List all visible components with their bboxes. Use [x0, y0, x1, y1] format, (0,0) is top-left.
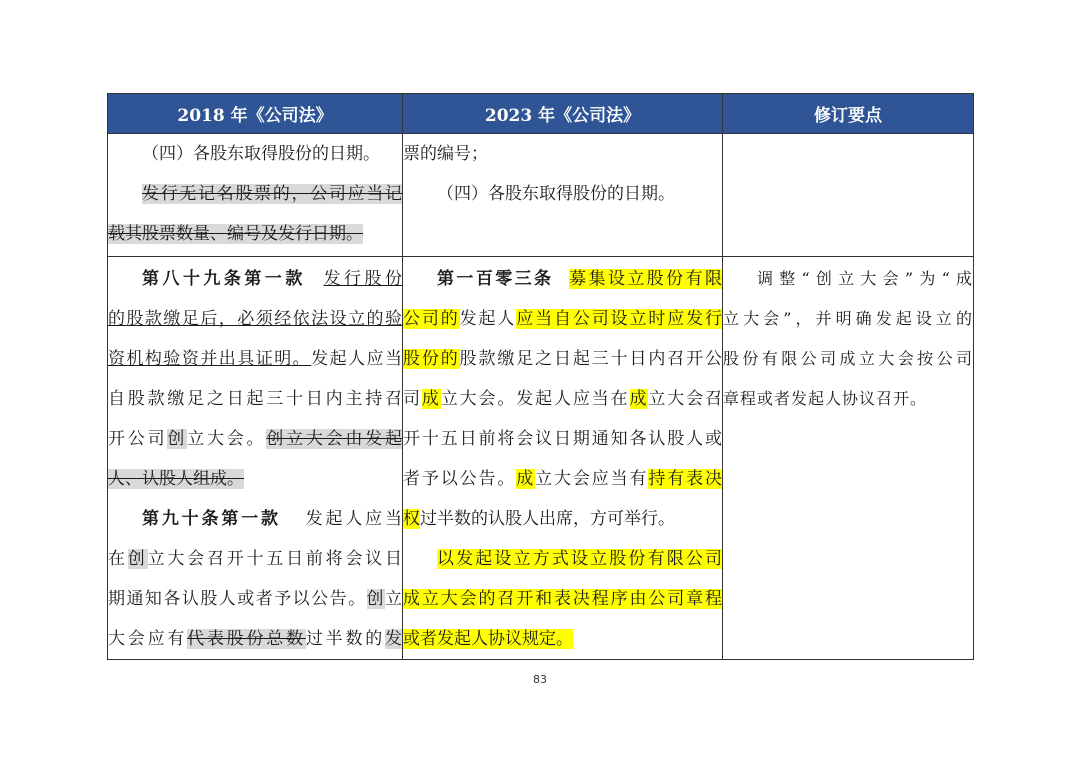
text-line: 第一百零三条 募集设立股份有限 — [437, 269, 723, 289]
header-revision-points: 修订要点 — [723, 94, 974, 134]
text-line: 开公司创立大会。创立大会由发起 — [108, 429, 403, 449]
table-row — [108, 257, 974, 660]
text-line: （四）各股东取得股份的日期。 — [142, 144, 380, 164]
text-line: 自股款缴足之日起三十日内主持召 — [108, 389, 402, 409]
text-line: 司成立大会。发起人应当在成立大会召 — [403, 389, 722, 409]
deleted-text: 载其股票数量、编号及发行日期。 — [108, 224, 363, 244]
text-line: 章程或者发起人协议召开。 — [723, 389, 928, 408]
text-line: 调整“创立大会”为“成 — [757, 269, 973, 288]
deleted-text: 人、认股人组成。 — [108, 469, 244, 489]
text-line: 立大会”，并明确发起设立的 — [723, 309, 973, 328]
text-line: 资机构验资并出具证明。发起人应当 — [108, 349, 403, 369]
deleted-text: 代表股份总数 — [187, 629, 306, 649]
header-2023: 2023 年《公司法》 — [403, 94, 723, 134]
article-89-label: 第八十九条第一款 — [142, 269, 306, 289]
text-line: 公司的发起人应当自公司设立时应发行 — [403, 309, 722, 329]
text-line: 期通知各认股人或者予以公告。创立 — [108, 589, 403, 609]
table-header-row — [108, 94, 974, 134]
header-2018: 2018 年《公司法》 — [108, 94, 403, 134]
text-line: 成立大会的召开和表决程序由公司章程 — [403, 589, 722, 609]
text-line: 以发起设立方式设立股份有限公司 — [437, 549, 722, 569]
row2-2018-cell — [108, 257, 403, 660]
comparison-table — [107, 93, 974, 660]
text-line: （四）各股东取得股份的日期。 — [437, 184, 675, 204]
deleted-text: 发行无记名股票的，公司应当记 — [142, 184, 402, 204]
text-line: 开十五日前将会议日期通知各认股人或 — [403, 429, 722, 449]
table-row — [108, 134, 974, 257]
text-line — [108, 214, 402, 254]
text-line: 者予以公告。成立大会应当有持有表决 — [403, 469, 722, 489]
row1-2018-cell — [108, 134, 403, 257]
article-90-label: 第九十条第一款 — [142, 509, 281, 529]
text-line: 股份有限公司成立大会按公司 — [723, 349, 973, 368]
row1-2023-cell — [403, 134, 723, 257]
text-line — [108, 174, 402, 214]
text-line: 的股款缴足后，必须经依法设立的验 — [108, 309, 402, 329]
row2-2023-cell — [403, 257, 723, 660]
text-line: 或者发起人协议规定。 — [403, 629, 573, 649]
text-line: 第八十九条第一款 发行股份 — [142, 269, 403, 289]
text-line: 票的编号； — [403, 144, 488, 164]
text-line: 权过半数的认股人出席，方可举行。 — [403, 509, 675, 529]
text-line: 股份的股款缴足之日起三十日内召开公 — [403, 349, 722, 369]
deleted-text: 创立大会由发起 — [266, 429, 403, 449]
page-number: 83 — [533, 673, 547, 686]
text-line: 在创立大会召开十五日前将会议日 — [108, 549, 403, 569]
text-line — [108, 459, 402, 499]
article-103-label: 第一百零三条 — [437, 269, 554, 289]
row2-notes-cell — [723, 257, 974, 660]
text-line: 大会应有代表股份总数过半数的发 — [108, 629, 403, 649]
row1-notes-cell — [723, 134, 974, 257]
text-line: 第九十条第一款 发起人应当 — [142, 509, 403, 529]
